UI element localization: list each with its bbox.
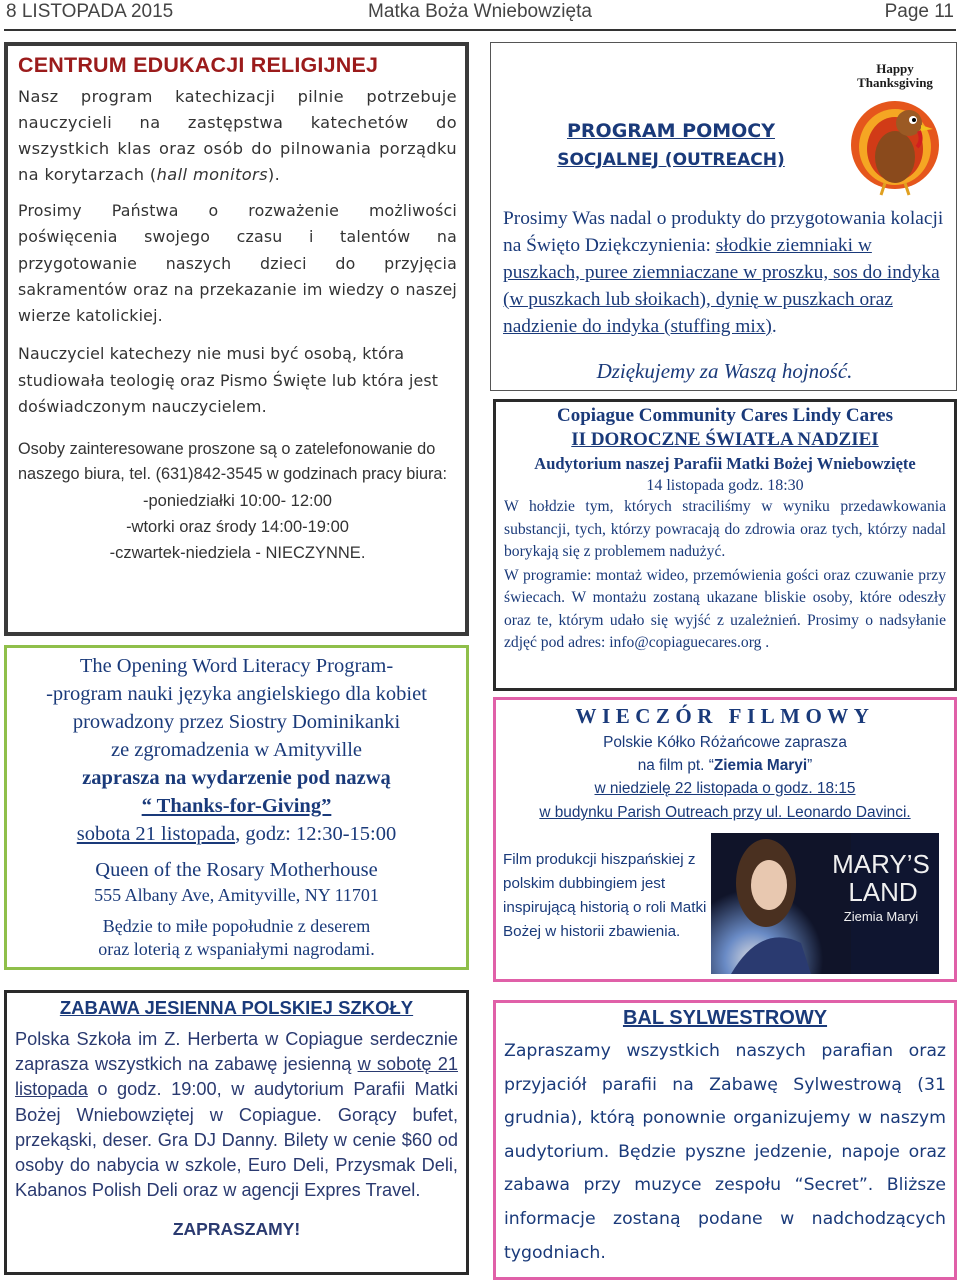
religious-education-box (4, 42, 469, 636)
poster-subtitle: Ziemia Maryi (843, 909, 919, 924)
movie-title-post: ” (807, 757, 813, 774)
intro-text: Nasz program katechizacji pilnie potrzebuje nauczycieli na zastępstwa katechetów do wszystkich klas oraz osób do pilnowania porządku na korytarzach ( (18, 87, 457, 184)
movie-description: Film produkcji hiszpańskiej z polskim dubbingiem jest inspirującą historią o roli Matki Bożej w historii zbawienia. (503, 851, 707, 940)
thanksgiving-turkey-icon (841, 59, 949, 199)
literacy-date: sobota 21 listopada (76, 823, 236, 845)
literacy-line: ze zgromadzenia w Amityville (110, 739, 363, 761)
autumn-party-box (4, 990, 469, 1275)
literacy-line: The Opening Word Literacy Program- (79, 655, 394, 677)
outreach-title-line1: PROGRAM POMOCY (567, 120, 775, 142)
copiague-body1: W hołdzie tym, których straciliśmy w wyniku przedawkowania substancji, tych, którzy powracają do zdrowia oraz tych, którzy nadal borykają się z problemem nadużyć. (504, 498, 946, 560)
copiague-venue: Audytorium naszej Parafii Matki Bożej Wniebowzięte (534, 454, 916, 473)
literacy-closing: oraz loterią z wspaniałymi nagrodami. (98, 939, 375, 959)
outreach-products: słodkie ziemniaki w puszkach, puree ziemniaczane w proszku, sos do indyka (w puszkach lub słoikach), dynię w puszkach oraz nadzienie do indyka (stuffing mix) (503, 235, 940, 337)
copiague-date: 14 listopada godz. 18:30 (646, 477, 804, 494)
outreach-thanks: Dziękujemy za Waszą hojność. (596, 359, 853, 383)
movie-title-line (496, 757, 954, 775)
movie-night-title: WIECZÓR FILMOWY (575, 704, 875, 728)
header-divider (4, 29, 956, 31)
badge-line2: Thanksgiving (857, 75, 933, 90)
outreach-body-end: . (771, 316, 777, 337)
literacy-datetime (7, 820, 466, 848)
page-header (0, 0, 960, 26)
office-hours-line: -poniedziałki 10:00- 12:00 (143, 491, 332, 510)
copiague-subtitle: II DOROCZNE ŚWIATŁA NADZIEI (571, 429, 879, 450)
autumn-party-details: o godz. 19:00, w audytorium Parafii Matki Bożej Wniebowziętej w Copiague. Gorący bufet, przekąski, deser. Gra DJ Danny. Bilety w cenie $60 od osoby do nabycia w szkole, Euro Deli, Przysmak Deli, Kabanos Polish Deli oraz w agencji Expres Travel. (15, 1079, 458, 1201)
literacy-line: -program nauki języka angielskiego dla kobiet (46, 683, 427, 705)
outreach-box (490, 42, 957, 391)
literacy-closing: Będzie to miłe popołudnie z deserem (102, 916, 371, 936)
movie-location: w budynku Parish Outreach przy ul. Leonardo Davinci. (539, 804, 911, 821)
parish-name: Matka Boża Wniebowzięta (368, 1, 592, 22)
intro-italic: hall monitors (156, 165, 268, 184)
poster-title-line1: MARY’S (832, 849, 930, 879)
autumn-party-closing: ZAPRASZAMY! (172, 1219, 301, 1240)
office-hours-line: -wtorki oraz środy 14:00-19:00 (126, 517, 349, 536)
movie-title: Ziemia Maryi (713, 757, 808, 774)
literacy-address: 555 Albany Ave, Amityville, NY 11701 (94, 885, 379, 905)
poster-title-line2: LAND (848, 877, 918, 907)
badge-line1: Happy (876, 61, 914, 76)
outreach-body (503, 205, 953, 340)
copiague-body2: W programie: montaż wideo, przemówienia gości oraz czuwanie przy świecach. W montażu zostaną ukazane bliskie osoby, które odeszły oraz te, którym udało się wyjść z uzależnień. Prosimy o nadsyłanie zdjęć pod adres: info@copiaguecares.org . (504, 566, 946, 651)
literacy-place: Queen of the Rosary Motherhouse (95, 859, 378, 881)
office-hours-line: -czwartek-niedziela - NIECZYNNE. (109, 543, 366, 562)
autumn-party-text: Polska Szkoła im Z. Herberta w Copiague serdecznie zaprasza wszystkich na zabawę jesienną (15, 1029, 458, 1075)
movie-date: w niedzielę 22 listopada o godz. 18:15 (594, 780, 856, 797)
issue-date: 8 LISTOPADA 2015 (6, 1, 174, 22)
copiague-cares-box (493, 399, 957, 691)
movie-poster-art (711, 833, 939, 974)
autumn-party-body (15, 1027, 458, 1203)
religious-education-title: CENTRUM EDUKACJI RELIGIJNEJ (18, 53, 379, 77)
autumn-party-title: ZABAWA JESIENNA POLSKIEJ SZKOŁY (59, 997, 414, 1018)
outreach-title-line2: SOCJALNEJ (OUTREACH) (557, 150, 785, 170)
page-number: Page 11 (884, 1, 954, 22)
copiague-title: Copiague Community Cares Lindy Cares (556, 405, 894, 426)
religious-education-note: Nauczyciel katechezy nie musi być osobą, która studiowała teologię oraz Pismo Święte lub która jest doświadczonym nauczycielem. (18, 344, 439, 417)
literacy-time: , godz: 12:30-15:00 (235, 823, 397, 845)
movie-poster (711, 833, 939, 974)
movie-night-box (493, 697, 957, 982)
literacy-event-name: “ Thanks-for-Giving” (141, 795, 332, 817)
literacy-line: prowadzony przez Siostry Dominikanki (72, 711, 401, 733)
religious-education-intro (18, 84, 457, 188)
religious-education-contact: Osoby zainteresowane proszone są o zatelefonowanie do naszego biura, tel. (631)842-3545 w godzinach pracy biura: (18, 439, 448, 484)
autumn-party-date: w sobotę 21 listopada (15, 1054, 459, 1100)
new-year-ball-body: Zapraszamy wszystkich naszych parafian oraz przyjaciół parafii na Zabawę Sylwestrową (31 grudnia), którą ponownie organizujemy w naszym audytorium. Będzie pyszne jedzenie, napoje oraz zabawa przy muzyce zespołu “Secret”. Bliższe informacje zostaną podane w nadchodzących tygodniach. (504, 1041, 946, 1263)
intro-end: ). (267, 165, 281, 184)
movie-invite: Polskie Kółko Różańcowe zaprasza (603, 734, 847, 751)
outreach-body-text: Prosimy Was nadal o produkty do przygotowania kolacji na Święto Dziękczynienia: (503, 208, 944, 256)
literacy-invite: zaprasza na wydarzenie pod nazwą (82, 767, 391, 789)
office-hours (18, 488, 457, 566)
new-year-ball-box (493, 1000, 957, 1280)
new-year-ball-title: BAL SYLWESTROWY (622, 1007, 828, 1029)
literacy-program-box (4, 645, 469, 970)
movie-title-pre: na film pt. “ (637, 757, 714, 774)
religious-education-appeal: Prosimy Państwa o rozważenie możliwości poświęcenia swojego czasu i talentów na przygotowanie naszych dzieci do przyjęcia sakramentów oraz na przekazanie im wiedzy o naszej wierze katolickiej. (18, 201, 457, 326)
